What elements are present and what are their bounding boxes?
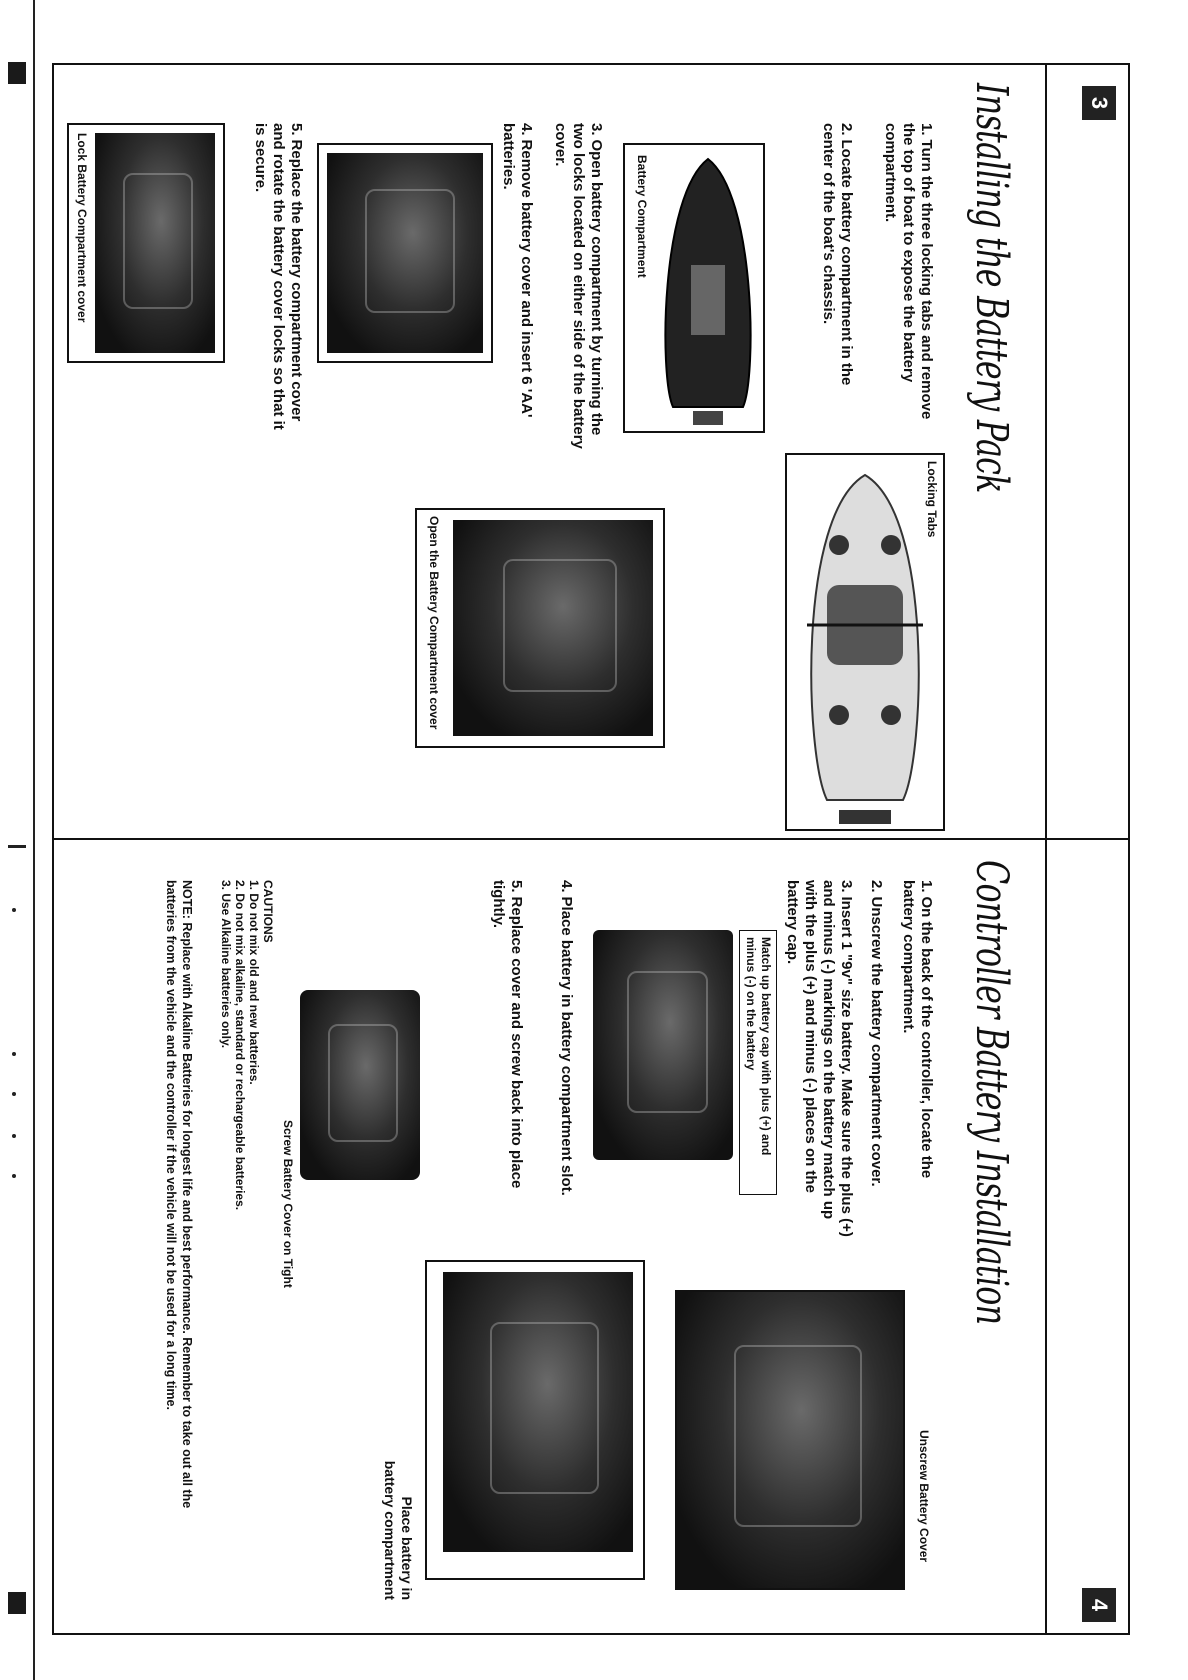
battery-pack-step-4: 4.Remove battery cover and insert 6 'AA' batteries. <box>500 123 535 418</box>
cautions-title: CAUTIONS <box>261 880 275 943</box>
battery-pack-step-1: 1.Turn the three locking tabs and remove the top of boat to expose the battery compartment. <box>882 123 935 420</box>
battery-pack-section <box>55 63 1045 838</box>
boat-illustration <box>787 455 943 829</box>
controller-step-2: 2.Unscrew the battery compartment cover. <box>868 880 885 1187</box>
place-battery-caption: Place battery in battery compartment <box>382 1460 415 1600</box>
page-number-3: 3 <box>1082 86 1116 120</box>
scan-edge <box>0 0 30 1680</box>
cautions-block <box>219 880 275 1440</box>
unscrew-cover-photo <box>675 1290 905 1590</box>
locking-tabs-caption: Locking Tabs <box>925 461 939 538</box>
caution-1: 1. Do not mix old and new batteries. <box>247 880 261 1085</box>
screw-cover-photo <box>300 990 420 1180</box>
open-cover-image <box>415 508 665 748</box>
scan-edge-line <box>33 0 35 1680</box>
scan-dot <box>12 1092 16 1096</box>
controller-step-5: 5.Replace cover and screw back into place tightly. <box>490 880 525 1189</box>
lock-cover-caption: Lock Battery Compartment cover <box>75 133 89 323</box>
controller-step-3: 3.Insert 1 "9v" size battery. Make sure the plus (+) and minus (-) markings on the battery match up with the plus (+) and minus (-) places on the battery cap. <box>784 880 855 1237</box>
scan-dot <box>12 908 16 912</box>
unscrew-cover-caption: Unscrew Battery Cover <box>917 1430 931 1563</box>
match-up-callout: Match up battery cap with plus (+) and minus (-) on the battery <box>739 930 777 1195</box>
battery-compartment-image <box>623 143 765 433</box>
boat-chassis-illustration <box>653 145 763 431</box>
scan-dot <box>12 1134 16 1138</box>
caution-2: 2. Do not mix alkaline, standard or rechargeable batteries. <box>233 880 247 1211</box>
battery-pack-step-3: 3.Open battery compartment by turning the two locks located on either side of the battery cover. <box>552 123 605 449</box>
battery-pack-title: Installing the Battery Pack <box>966 83 1017 493</box>
scan-mark-top <box>8 62 26 84</box>
header-rule <box>1045 63 1047 1635</box>
caution-3: 3. Use Alkaline batteries only. <box>219 880 233 1049</box>
place-battery-image <box>425 1260 645 1580</box>
battery-cap-photo <box>593 930 733 1160</box>
page-number-4: 4 <box>1082 1588 1116 1622</box>
controller-section <box>55 840 1045 1635</box>
open-cover-caption: Open the Battery Compartment cover <box>427 516 441 730</box>
scan-dot <box>12 1052 16 1056</box>
scan-dash <box>8 845 26 848</box>
screw-cover-caption: Screw Battery Cover on Tight <box>281 1120 295 1288</box>
scan-dot <box>12 1174 16 1178</box>
lock-cover-image <box>67 123 225 363</box>
battery-compartment-caption: Battery Compartment <box>635 155 649 278</box>
battery-pack-step-5: 5.Replace the battery compartment cover and rotate the battery cover locks so that it is secure. <box>252 123 305 430</box>
place-battery-photo <box>443 1272 633 1552</box>
batteries-image <box>317 143 493 363</box>
battery-pack-step-2: 2.Locate battery compartment in the center of the boat's chassis. <box>820 123 855 386</box>
lock-cover-photo <box>95 133 215 353</box>
batteries-photo <box>327 153 483 353</box>
unscrew-cover-image <box>675 1290 931 1590</box>
controller-step-1: 1.On the back of the controller, locate the battery compartment. <box>900 880 935 1179</box>
controller-title: Controller Battery Installation <box>966 860 1017 1325</box>
boat-top-image <box>785 453 945 831</box>
scan-mark-bottom <box>8 1592 26 1614</box>
note-text: NOTE: Replace with Alkaline Batteries for longest life and best performance. Remember to take out all the batteries from the vehicle and the controller if the vehicle will not be used for a long time. <box>164 880 194 1509</box>
open-cover-photo <box>453 520 653 736</box>
controller-step-4: 4.Place battery in battery compartment slot. <box>558 880 575 1196</box>
